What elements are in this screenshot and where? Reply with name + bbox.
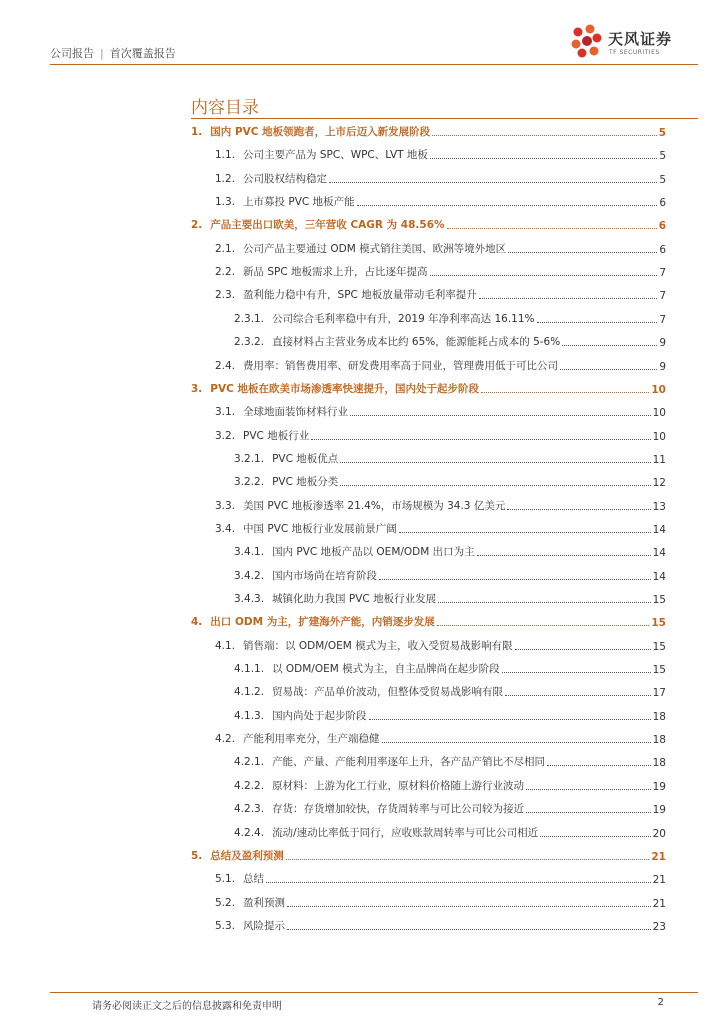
toc-leader-dots [340, 485, 650, 486]
toc-entry-page: 18 [652, 757, 666, 770]
toc-leader-dots [547, 765, 651, 766]
toc-entry-number: 3.4.2. [234, 569, 265, 582]
toc-entry[interactable] [215, 357, 666, 373]
toc-entry-number: 2.4. [215, 359, 236, 372]
toc-leader-dots [537, 322, 658, 323]
brand-name: 天风证券 [608, 30, 673, 48]
footer-divider [50, 992, 698, 993]
toc-entry[interactable] [191, 847, 666, 863]
toc-entry-text: 城镇化助力我国 PVC 地板行业发展 [272, 593, 437, 605]
toc-leader-dots [515, 649, 651, 650]
toc-entry-text: PVC 地板分类 [272, 476, 339, 489]
toc-entry-text: 直接材料占主营业务成本比约 65%，能源能耗占成本的 5-6% [272, 336, 561, 349]
toc-entry[interactable] [191, 380, 666, 396]
toc-entry-title [215, 171, 327, 186]
toc-entry-title [234, 754, 545, 769]
toc-entry-title [191, 381, 479, 396]
toc-leader-dots [311, 439, 650, 440]
toc-entry-title [215, 264, 428, 279]
toc-entry-title [234, 684, 503, 699]
toc-entry-text: 存货：存货增加较快，存货周转率与可比公司较为接近 [272, 803, 525, 816]
toc-leader-dots [507, 509, 650, 510]
toc-entry[interactable] [234, 777, 666, 793]
toc-entry-page: 21 [651, 850, 666, 863]
toc-entry-number: 5.1. [215, 873, 236, 886]
toc-entry-page: 6 [658, 220, 666, 233]
toc-entry-number: 3.4.3. [234, 593, 265, 605]
toc-entry-page: 18 [652, 710, 666, 723]
toc-entry[interactable] [234, 473, 666, 489]
toc-entry-text: 公司产品主要通过 ODM 模式销往美国、欧洲等境外地区 [243, 242, 507, 255]
toc-entry-page: 5 [658, 127, 666, 139]
toc-leader-dots [266, 882, 651, 883]
toc-entry[interactable] [215, 520, 666, 536]
toc-entry-page: 19 [652, 780, 666, 793]
toc-entry-page: 15 [652, 640, 666, 653]
toc-leader-dots [340, 462, 650, 463]
toc-entry-text: PVC 地板在欧美市场渗透率快速提升，国内处于起步阶段 [210, 382, 479, 395]
toc-entry[interactable] [234, 333, 666, 349]
toc-leader-dots [502, 672, 651, 673]
toc-leader-dots [447, 228, 657, 229]
toc-entry-title [215, 287, 477, 302]
toc-entry[interactable] [215, 146, 666, 162]
toc-entry-page: 10 [651, 383, 666, 396]
toc-entry-text: 新品 SPC 地板需求上升，占比逐年提高 [243, 266, 428, 279]
toc-entry-page: 10 [652, 430, 666, 443]
toc-entry[interactable] [234, 707, 666, 723]
toc-entry-text: 出口 ODM 为主，扩建海外产能，内销逐步发展 [210, 616, 435, 629]
toc-entry[interactable] [215, 917, 666, 933]
toc-entry-page: 14 [652, 547, 666, 560]
toc-entry-title [215, 194, 355, 209]
toc-entry[interactable] [215, 497, 666, 513]
toc-entry-page: 15 [651, 617, 666, 630]
toc-entry-title [215, 241, 506, 256]
toc-entry-number: 3.2. [215, 429, 236, 442]
toc-entry-page: 17 [652, 687, 666, 700]
toc-entry-number: 4.1. [215, 639, 236, 652]
toc-entry-text: 以 ODM/OEM 模式为主，自主品牌尚在起步阶段 [272, 663, 500, 676]
toc-entry-text: 国内尚处于起步阶段 [272, 709, 367, 722]
toc-entry-page: 23 [652, 920, 666, 933]
toc-entry-number: 3. [191, 382, 203, 395]
toc-entry-title [234, 311, 535, 326]
toc-entry-page: 15 [652, 594, 666, 606]
toc-entry-number: 4.2.2. [234, 779, 265, 792]
company-logo [568, 22, 688, 62]
toc-leader-dots [350, 415, 651, 416]
toc-entry-number: 2.3.1. [234, 312, 265, 325]
toc-entry-text: 盈利能力稳中有升，SPC 地板放量带动毛利率提升 [243, 289, 477, 302]
toc-entry-number: 2.2. [215, 266, 236, 279]
toc-entry[interactable] [234, 567, 666, 583]
footer-disclaimer: 请务必阅读正文之后的信息披露和免责申明 [92, 1001, 282, 1012]
toc-entry-title [215, 521, 397, 536]
toc-leader-dots [505, 695, 651, 696]
toc-entry-number: 1.3. [215, 196, 236, 209]
toc-entry-number: 2.1. [215, 242, 236, 255]
toc-entry[interactable] [234, 450, 666, 466]
toc-leader-dots [369, 719, 651, 720]
toc-entry-number: 3.2.1. [234, 452, 265, 465]
toc-leader-dots [287, 906, 651, 907]
toc-entry[interactable] [234, 590, 666, 606]
toc-entry-title [234, 568, 377, 583]
report-type [50, 45, 176, 61]
toc-leader-dots [379, 579, 651, 580]
toc-leader-dots [286, 859, 650, 860]
toc-entry-number: 5.2. [215, 896, 236, 909]
toc-leader-dots [399, 532, 651, 533]
toc-entry-number: 4.1.2. [234, 686, 265, 699]
toc-entry-text: 盈利预测 [243, 896, 286, 909]
toc-entry-title [191, 124, 430, 139]
toc-entry-text: 费用率：销售费用率、研发费用率高于同业，管理费用低于可比公司 [243, 359, 559, 372]
header-divider [50, 64, 698, 65]
toc-leader-dots [430, 275, 658, 276]
toc-entry-page: 7 [659, 313, 666, 326]
toc-leader-dots [382, 742, 651, 743]
toc-entry-page: 6 [659, 197, 666, 210]
toc-entry-text: 风险提示 [243, 919, 286, 932]
toc-entry-title [234, 591, 436, 606]
toc-entry[interactable] [215, 403, 666, 419]
toc-entry-title [191, 217, 445, 232]
toc-entry-page: 6 [659, 243, 666, 256]
toc-entry-page: 18 [652, 734, 666, 747]
toc-entry-text: 产品主要出口欧美，三年营收 CAGR 为 48.56% [210, 219, 445, 232]
toc-entry-text: 中国 PVC 地板行业发展前景广阔 [243, 522, 397, 535]
toc-entry-page: 20 [652, 827, 666, 840]
toc-entry-title [234, 778, 524, 793]
report-category: 公司报告 [50, 47, 94, 60]
toc-entry-title [191, 614, 435, 629]
toc-entry[interactable] [215, 193, 666, 209]
toc-entry-text: 流动/速动比率低于同行，应收账款周转率与可比公司相近 [272, 826, 539, 839]
toc-entry-text: 总结及盈利预测 [210, 849, 284, 862]
toc-entry-text: 全球地面装饰材料行业 [243, 406, 349, 419]
toc-entry-text: 上市募投 PVC 地板产能 [243, 196, 355, 209]
toc-leader-dots [560, 369, 657, 370]
toc-entry[interactable] [234, 310, 666, 326]
toc-entry[interactable] [234, 660, 666, 676]
toc-entry-title [215, 404, 348, 419]
toc-entry-number: 5. [191, 849, 203, 862]
toc-entry-text: 国内 PVC 地板产品以 OEM/ODM 出口为主 [272, 546, 475, 559]
toc-entry-page: 10 [652, 407, 666, 420]
toc-entry[interactable] [234, 753, 666, 769]
logo-flower-icon [568, 22, 606, 62]
toc-leader-dots [562, 345, 657, 346]
toc-entry-title [234, 451, 338, 466]
toc-entry[interactable] [215, 170, 666, 186]
toc-entry[interactable] [234, 824, 666, 840]
toc-leader-dots [438, 602, 651, 603]
toc-leader-dots [432, 135, 657, 136]
toc-entry-page: 11 [652, 453, 666, 466]
toc-entry-text: 国内市场尚在培育阶段 [272, 569, 378, 582]
toc-entry[interactable] [234, 543, 666, 559]
toc-entry-text: 公司股权结构稳定 [243, 172, 328, 185]
toc-entry-number: 4.1.3. [234, 709, 265, 722]
toc-entry-number: 1.2. [215, 172, 236, 185]
toc-entry[interactable] [215, 427, 666, 443]
toc-leader-dots [329, 182, 657, 183]
toc-entry-title [234, 708, 367, 723]
toc-entry[interactable] [215, 263, 666, 279]
toc-leader-dots [508, 252, 657, 253]
toc-entry-title [215, 871, 264, 886]
toc-entry-title [215, 428, 309, 443]
toc-entry-text: 总结 [243, 873, 265, 886]
toc-entry-number: 2. [191, 219, 203, 232]
toc-entry[interactable] [215, 240, 666, 256]
toc-leader-dots [287, 929, 651, 930]
toc-entry-page: 13 [652, 500, 666, 513]
toc-leader-dots [479, 298, 658, 299]
toc-entry-number: 5.3. [215, 919, 236, 932]
toc-entry-text: 公司综合毛利率稳中有升，2019 年净利率高达 16.11% [272, 312, 535, 325]
toc-entry-page: 5 [659, 150, 666, 163]
toc-entry-title [215, 895, 285, 910]
toc-entry-title [191, 848, 284, 863]
toc-entry[interactable] [215, 286, 666, 302]
toc-leader-dots [477, 555, 651, 556]
toc-entry-text: PVC 地板优点 [272, 452, 339, 465]
brand-name-en: TF SECURITIES [609, 49, 660, 56]
toc-leader-dots [526, 789, 651, 790]
toc-entry-number: 4.2. [215, 733, 236, 746]
toc-entry-number: 1.1. [215, 149, 236, 162]
toc-leader-dots [526, 812, 651, 813]
toc-entry-title [215, 498, 505, 513]
toc-entry-title [234, 334, 560, 349]
toc-entry-title [234, 474, 338, 489]
toc-entry-number: 4.1.1. [234, 663, 265, 676]
toc-entry-text: 美国 PVC 地板渗透率 21.4%，市场规模为 34.3 亿美元 [243, 499, 506, 512]
toc-entry-text: 原材料：上游为化工行业，原材料价格随上游行业波动 [272, 779, 525, 792]
toc-entry-number: 3.2.2. [234, 476, 265, 489]
toc-leader-dots [430, 158, 657, 159]
toc-entry[interactable] [234, 800, 666, 816]
toc-entry-page: 12 [652, 477, 666, 490]
toc-entry[interactable] [215, 894, 666, 910]
toc-entry-page: 9 [659, 360, 666, 373]
toc-entry-text: 贸易战：产品单价波动，但整体受贸易战影响有限 [272, 686, 504, 699]
toc-entry-title [215, 358, 558, 373]
toc-entry-number: 2.3.2. [234, 336, 265, 349]
toc-leader-dots [540, 836, 651, 837]
toc-entry-text: 产能、产量、产能利用率逐年上升，各产品产销比不尽相同 [272, 756, 546, 769]
toc-entry-text: 销售端：以 ODM/OEM 模式为主，收入受贸易战影响有限 [243, 639, 513, 652]
page-number: 2 [657, 997, 664, 1008]
toc-entry-text: 产能利用率充分，生产端稳健 [243, 733, 380, 746]
toc-entry-number: 3.1. [215, 406, 236, 419]
toc-leader-dots [357, 205, 658, 206]
header-separator: | [100, 47, 104, 60]
toc-entry[interactable] [234, 683, 666, 699]
toc-entry[interactable] [191, 216, 666, 232]
toc-entry-page: 15 [652, 664, 666, 677]
toc-entry-number: 4.2.4. [234, 826, 265, 839]
toc-entry-page: 21 [652, 897, 666, 910]
toc-entry-text: PVC 地板行业 [243, 429, 310, 442]
toc-entry-title [215, 731, 380, 746]
toc-entry-title [215, 918, 285, 933]
toc-title: 内容目录 [191, 98, 259, 118]
toc-entry-page: 19 [652, 804, 666, 817]
toc-entry-page: 7 [659, 290, 666, 303]
toc-leader-dots [437, 625, 650, 626]
toc-entry[interactable] [191, 613, 666, 629]
toc-entry-number: 3.3. [215, 499, 236, 512]
toc-leader-dots [481, 392, 649, 393]
toc-entry-number: 1. [191, 126, 203, 138]
toc-entry-number: 3.4.1. [234, 546, 265, 559]
toc-entry[interactable] [215, 637, 666, 653]
toc-entry-title [234, 661, 500, 676]
toc-entry-title [215, 147, 428, 162]
toc-entry-text: 公司主要产品为 SPC、WPC、LVT 地板 [243, 149, 428, 162]
toc-entry-page: 9 [659, 337, 666, 350]
toc-entry-title [234, 544, 475, 559]
toc-entry[interactable] [215, 870, 666, 886]
toc-title-divider [191, 118, 698, 119]
toc-entry-title [234, 825, 538, 840]
toc-entry-text: 国内 PVC 地板领跑者，上市后迈入新发展阶段 [210, 126, 431, 138]
toc-entry-number: 4.2.3. [234, 803, 265, 816]
toc-entry-number: 2.3. [215, 289, 236, 302]
toc-entry-number: 4. [191, 616, 203, 629]
toc-entry-page: 14 [652, 523, 666, 536]
toc-entry[interactable] [215, 730, 666, 746]
toc-entry-number: 4.2.1. [234, 756, 265, 769]
toc-entry-page: 21 [652, 874, 666, 887]
toc-entry-page: 5 [659, 173, 666, 186]
toc-entry-title [234, 801, 524, 816]
toc-entry-title [215, 638, 513, 653]
toc-entry[interactable] [191, 123, 666, 139]
toc-entry-page: 14 [652, 570, 666, 583]
report-subcategory: 首次覆盖报告 [109, 47, 176, 60]
toc-entry-page: 7 [659, 267, 666, 280]
toc-entry-number: 3.4. [215, 522, 236, 535]
